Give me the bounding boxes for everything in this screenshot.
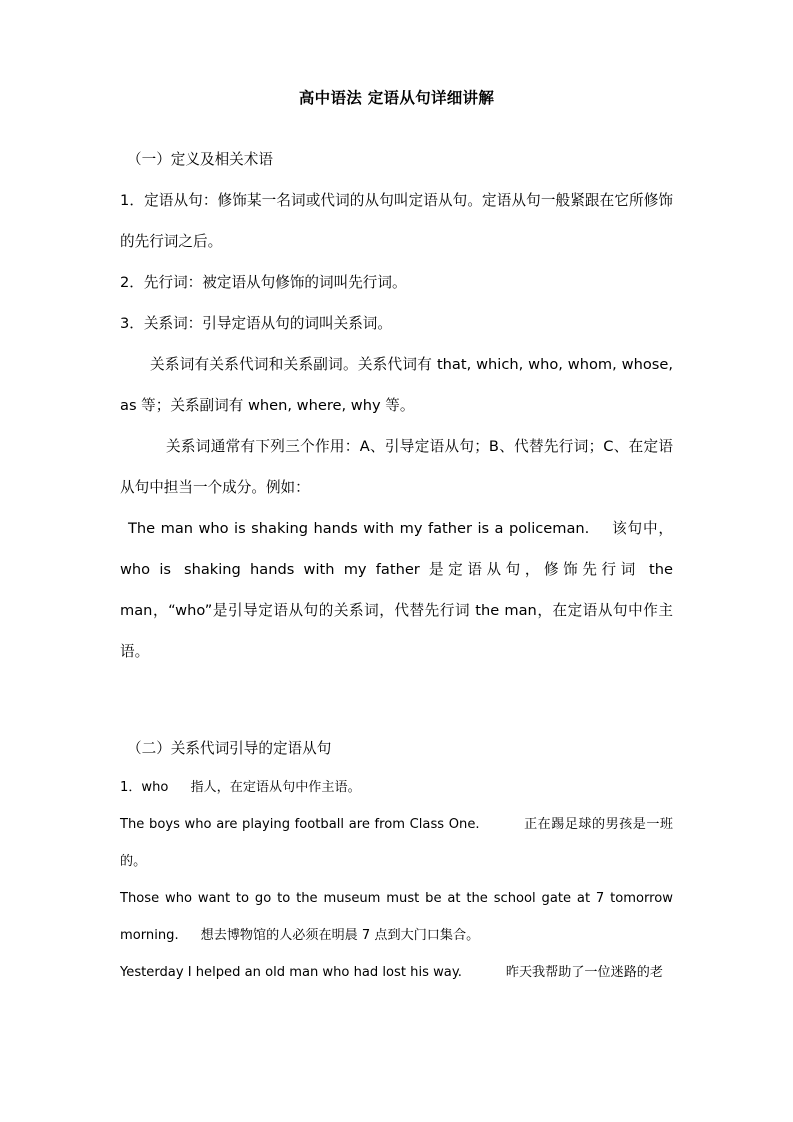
- section-gap: [120, 672, 673, 728]
- who-example-2: [120, 880, 673, 954]
- relative-words-paragraph: 关系词有关系代词和关系副词。关系代词有 that, which, who, whom, whose, as 等；关系副词有 when, where, why 等。: [120, 356, 673, 414]
- who-example-3-chinese: 昨天我帮助了一位迷路的老: [505, 965, 663, 980]
- document-body: [120, 86, 673, 991]
- who-example-3-english: Yesterday I helped an old man who had lost his way.: [120, 965, 462, 980]
- who-example-2-english: Those who want to go to the museum must be at the school gate at 7 tomorrow morning.: [120, 891, 673, 943]
- who-example-3: [120, 954, 673, 991]
- example-analysis-paragraph: [120, 508, 673, 672]
- relative-word-functions-paragraph: 关系词通常有下列三个作用：A、引导定语从句；B、代替先行词；C、在定语从句中担当一个成分。例如：: [120, 438, 673, 496]
- who-item-number: 1．who: [120, 780, 169, 795]
- example-analysis-lead: 该句中，: [611, 520, 673, 537]
- section-two-heading: （二）关系代词引导的定语从句: [127, 740, 332, 757]
- page-title: 高中语法 定语从句详细讲解: [298, 89, 495, 107]
- relative-pronoun-who-item: [120, 769, 673, 806]
- definition-item-2: 2．先行词：被定语从句修饰的词叫先行词。: [120, 274, 407, 291]
- section-one-heading: （一）定义及相关术语: [127, 151, 273, 168]
- example-clause-predicate: shaking hands with my father: [183, 561, 420, 578]
- definition-item-1: 1．定语从句：修饰某一名词或代词的从句叫定语从句。定语从句一般紧跟在它所修饰的先行词之后。: [120, 192, 673, 250]
- definition-item-3: 3．关系词：引导定语从句的词叫关系词。: [120, 315, 392, 332]
- example-clause-subject: who is: [120, 561, 171, 578]
- example-relative-word-explanation: “who”是引导定语从句的关系词，代替先行词 the man，在定语从句中作主语。: [120, 602, 673, 660]
- who-example-1-english: The boys who are playing football are from Class One.: [120, 817, 480, 832]
- example-sentence: The man who is shaking hands with my father is a policeman.: [128, 520, 590, 537]
- who-example-1-chinese: 正在踢足球的男孩是一班的。: [120, 817, 673, 869]
- who-example-1: [120, 806, 673, 880]
- who-item-description: 指人，在定语从句中作主语。: [190, 780, 361, 795]
- example-clause-explanation: 是定语从句，修饰先行词 the man，: [120, 561, 673, 619]
- who-example-2-chinese: 想去博物馆的人必须在明晨 7 点到大门口集合。: [200, 928, 480, 943]
